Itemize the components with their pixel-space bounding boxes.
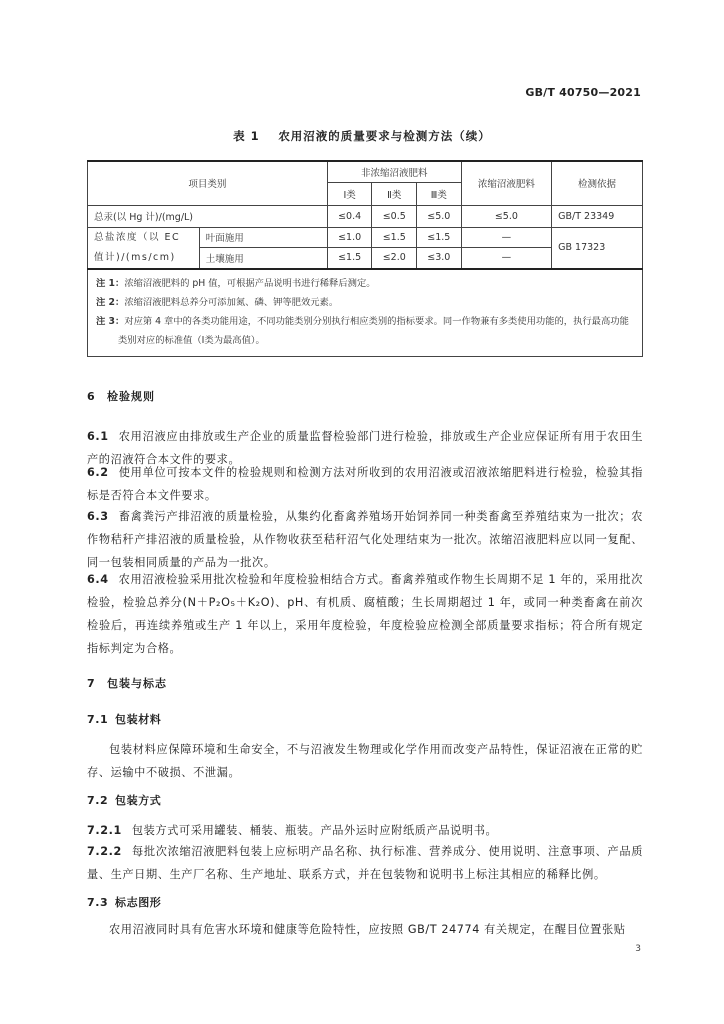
quality-table — [87, 160, 643, 357]
standard-number: GB/T 40750—2021 — [525, 86, 641, 99]
row-salt-label: 总盐浓度（以 EC 值计)/(ms/cm) — [88, 227, 200, 269]
row-hg-concentrated: ≤5.0 — [461, 205, 552, 227]
row-salt-sub2-concentrated: — — [461, 248, 552, 269]
clause-7-3-heading: 7.3 标志图形 — [87, 896, 162, 909]
header-class-1: Ⅰ类 — [327, 182, 372, 205]
row-hg-class-2: ≤0.5 — [372, 205, 417, 227]
clause-7-1-text: 包装材料应保障环境和生命安全，不与沼液发生物理或化学作用而改变产品特性，保证沼液在正常的贮存、运输中不破损、不泄漏。 — [87, 743, 643, 779]
clause-7-2-2: 7.2.2 每批次浓缩沼液肥料包装上应标明产品名称、执行标准、营养成分、使用说明、注意事项、产品质量、生产日期、生产厂名称、生产地址、联系方式，并在包装物和说明书上标注其相应的稀释比例。 — [87, 845, 643, 881]
row-hg-class-1: ≤0.4 — [327, 205, 372, 227]
row-salt-sub1-class-2: ≤1.5 — [372, 227, 417, 248]
note-2: 注 2：浓缩沼液肥料总养分可添加氮、磷、钾等肥效元素。 — [96, 296, 339, 308]
row-salt-sub2-class-2: ≤2.0 — [372, 248, 417, 269]
clause-6-1: 6.1 农用沼液应由排放或生产企业的质量监督检验部门进行检验，排放或生产企业应保证所有用于农田生产的沼液符合本文件的要求。 — [87, 430, 643, 466]
table-title — [0, 128, 724, 144]
row-salt-sub2-class-3: ≤3.0 — [417, 248, 462, 269]
clause-7-2-1: 7.2.1 包装方式可采用罐装、桶装、瓶装。产品外运时应附纸质产品说明书。 — [87, 824, 498, 837]
note-1: 注 1：浓缩沼液肥料的 pH 值，可根据产品说明书进行稀释后测定。 — [96, 277, 376, 289]
section-7-heading: 7 包装与标志 — [87, 677, 167, 690]
row-salt-sub1-class-3: ≤1.5 — [417, 227, 462, 248]
row-salt-sub1-class-1: ≤1.0 — [327, 227, 372, 248]
header-class-2: Ⅱ类 — [372, 182, 417, 205]
clause-6-4: 6.4 农用沼液检验采用批次检验和年度检验相结合方式。畜禽养殖或作物生长周期不足 1 年的，采用批次检验，检验总养分(N＋P₂O₅＋K₂O)、pH、有机质、腐植酸；生长周期超过 1 年，或同一种类畜禽在前次检验后，再连续养殖或生产 1 年以上，采用年度检验，年度检验应检测全部质量要求指标；符合所有规定指标判定为合格。 — [87, 573, 643, 655]
clause-6-2: 6.2 使用单位可按本文件的检验规则和检测方法对所收到的农用沼液或沼液浓缩肥料进行检验，检验其指标是否符合本文件要求。 — [87, 466, 643, 502]
header-concentrated: 浓缩沼液肥料 — [461, 161, 552, 205]
clause-7-3-text: 农用沼液同时具有危害水环境和健康等危险特性，应按照 GB/T 24774 有关规定，在醒目位置张贴 — [109, 923, 626, 936]
row-hg-class-3: ≤5.0 — [417, 205, 462, 227]
clause-7-1-heading: 7.1 包装材料 — [87, 713, 162, 726]
row-salt-sub2-class-1: ≤1.5 — [327, 248, 372, 269]
note-3: 注 3：对应第 4 章中的各类功能用途，不同功能类别分别执行相应类别的指标要求。同一作物兼有多类使用功能的，执行最高功能类别对应的标准值（Ⅰ类为最高值）。 — [96, 315, 629, 346]
table-title-text: 农用沼液的质量要求与检测方法（续） — [278, 129, 491, 143]
row-salt-sub-2: 土壤施用 — [199, 248, 327, 269]
table-notes — [88, 269, 643, 357]
section-6-heading: 6 检验规则 — [87, 390, 155, 403]
row-hg-label: 总汞(以 Hg 计)/(mg/L) — [88, 205, 328, 227]
clause-7-2-heading: 7.2 包装方式 — [87, 794, 162, 807]
header-item-category: 项目类别 — [88, 161, 328, 205]
row-salt-basis: GB 17323 — [552, 227, 643, 269]
row-hg-basis: GB/T 23349 — [552, 205, 643, 227]
page-number: 3 — [635, 944, 641, 954]
row-salt-sub1-concentrated: — — [461, 227, 552, 248]
header-class-3: Ⅲ类 — [417, 182, 462, 205]
row-salt-sub-1: 叶面施用 — [199, 227, 327, 248]
table-title-prefix: 表 1 — [233, 129, 260, 143]
clause-6-3: 6.3 畜禽粪污产排沼液的质量检验，从集约化畜禽养殖场开始饲养同一种类畜禽至养殖结束为一批次；农作物秸秆产排沼液的质量检验，从作物收获至秸秆沼气化处理结束为一批次。浓缩沼液肥料应以同一复配、同一包装相同质量的产品为一批次。 — [87, 510, 643, 569]
header-basis: 检测依据 — [552, 161, 643, 205]
header-non-concentrated: 非浓缩沼液肥料 — [327, 161, 461, 182]
